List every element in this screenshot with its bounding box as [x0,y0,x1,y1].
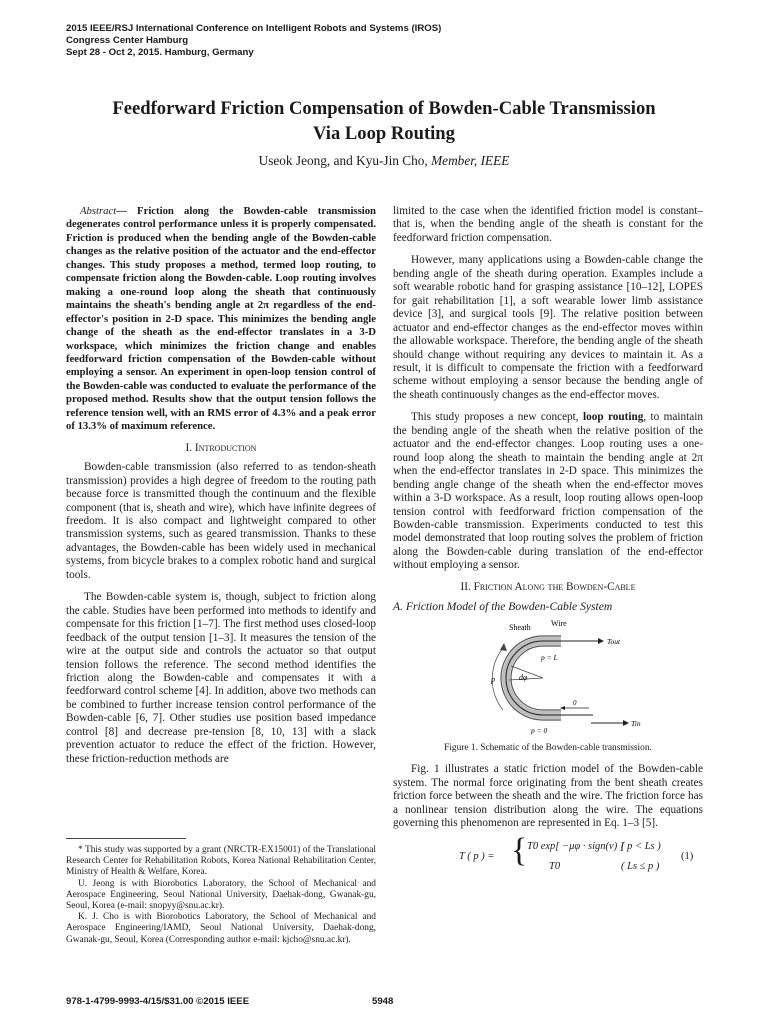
subsection-a-heading: A. Friction Model of the Bowden-Cable System [393,600,613,614]
section-2-heading [393,581,703,594]
conference-name: 2015 IEEE/RSJ International Conference on Intelligent Robots and Systems (IROS) [66,23,442,34]
bowden-cable-schematic [393,618,703,736]
paper-title [60,96,708,146]
title-line-2: Via Loop Routing [313,123,455,144]
footnote-rule [66,838,186,839]
equation-1 [393,832,703,880]
section-2-title: Friction Along the Bowden-Cable [473,580,636,593]
footer-page-number: 5948 [372,996,394,1007]
conference-header [66,23,441,59]
footnote-funding: * This study was supported by a grant (NRCTR-EX15001) of the Translational Research Center for Rehabilitation Robots, Korea National Rehabilitation Center, Ministry of Health & Welfare, Korea. [66,845,376,878]
label-dphi: dφ [519,672,528,682]
label-p-equals-0: p = 0 [531,725,548,735]
equation-condition-1: ( p < Ls ) [621,841,661,853]
intro-paragraph-2: The Bowden-cable system is, though, subject to friction along the cable. Studies have been performed into methods to identify and compensate for this friction [1–7]. The first method uses closed-loop feedback of the output tension [1–3]. It measures the tension of the wire at the output side and controls the actuator so that output tension follows the reference. The second method identifies the friction along the Bowden-cable and compensates it with a feedforward control scheme [4]. In addition, above two methods can be combined to further increase tension control performance of the Bowden-cable [6, 7]. Other studies use position based impedance control [8] and decrease pre-tension [8, 10, 13] with a slack prevention actuator to reduce the effect of the friction. However, these friction-reduction methods are [66,591,376,765]
right-paragraph-4: Fig. 1 illustrates a static friction model of the Bowden-cable system. The normal force originating from the bent sheath creates friction force between the sheath and the wire. The friction force has a nonlinear tension distribution along the wire. The equations governing this phenomenon are represented in Eq. 1–3 [5]. [393,763,703,829]
abstract [66,205,376,434]
abstract-body: — Friction along the Bowden-cable transmission degenerates control performance unless it is properly compensated. Friction is produced when the bending angle of the Bowden-cable changes as the relative position of the actuator and the end-effector changes. This study proposes a method, termed loop routing, to compensate friction along the Bowden-cable. Loop routing involves making a one-round loop along the sheath that continuously maintains the sheath's bending angle at 2π regardless of the end-effector's position in 2-D space. This minimizes the bending angle change of the sheath as the end-effector translates in a 3-D workspace, which minimizes the friction change and enables feedforward friction compensation of the Bowden-cable without employing a sensor. An experiment in open-loop tension control of the Bowden-cable was conducted to evaluate the performance of the proposed method. Results show that the output tension follows the reference tension well, with an RMS error of 4.3% and a peak error of 13.3% of maximum reference. [66,205,376,433]
figure-1 [393,618,703,736]
label-tout: Tout [607,636,621,646]
title-line-1: Feedforward Friction Compensation of Bowden-Cable Transmission [112,98,656,119]
equation-row-2: T0 [549,861,561,873]
right-paragraph-2: However, many applications using a Bowden-cable change the bending angle of the sheath during operation. Examples include a soft wearable robotic hand for grasping assistance [10–12], LOPES for gait rehabilitation [1], a soft wearable lower limb assistance device [3], and surgical tools [9]. The relative position between actuator and end-effector changes as the end-effector moves within the allowable workspace. Therefore, the bending angle of the sheath should change without requiring any devices to maintain it. As a result, it is difficult to compensate the friction with a feedforward scheme without employing a sensor because the bending angle of the sheath continuously changes as the end-effector moves. [393,254,703,401]
footer-copyright: 978-1-4799-9993-4/15/$31.00 ©2015 IEEE [66,996,250,1007]
keyword-loop-routing: loop routing [582,411,644,424]
right-paragraph-3-start: This study proposes a new concept, [411,411,583,424]
right-column [393,205,703,880]
equation-condition-2: ( Ls ≤ p ) [621,861,660,873]
label-p: p [491,674,495,684]
authors [60,153,708,169]
abstract-lead: Abstract [80,205,117,217]
label-p-equals-l: p = L [541,652,558,662]
label-sheath: Sheath [509,622,531,632]
figure-1-caption: Figure 1. Schematic of the Bowden-cable transmission. [444,742,652,753]
conference-venue: Congress Center Hamburg [66,35,189,46]
equation-row-1: T0 exp[ −μφ · sign(v) ] [527,841,624,853]
label-wire: Wire [551,618,567,628]
left-column [66,205,376,766]
conference-dates: Sept 28 - Oct 2, 2015. Hamburg, Germany [66,47,254,58]
tout-arrowhead [598,638,604,644]
footnotes [66,845,376,946]
section-1-heading [66,442,376,455]
section-1-title: Introduction [194,441,257,454]
equation-number: (1) [681,851,694,863]
section-2-number: II. [460,580,471,593]
right-paragraph-3-end: , to maintain the bending angle of the sheath when the relative position of the actuator and the end-effector changes. Loop routing uses a one-round loop along the sheath to maintain the bending angle at 2π when the end-effector translates in 2-D space. This minimizes the bending angle change of the sheath when the end-effector moves within a 3-D workspace. As a result, loop routing allows open-loop tension control with feedforward friction compensation of the Bowden-cable transmission. Experiments conducted to test this model demonstrated that loop routing solves the problem of friction along the Bowden-cable during translation of the end-effector without employing a sensor. [393,411,703,572]
equation-lhs: T ( p ) = [459,851,495,863]
footnote-author-2: K. J. Cho is with Biorobotics Laboratory, the School of Mechanical and Aerospace Engineering/IAMD, Seoul National University, Daehak-dong, Gwanak-gu, Seoul, Korea (Corresponding author e-mail: kjcho@snu.ac.kr). [66,912,376,945]
equation-brace: { [511,832,528,870]
footnote-author-1: U. Jeong is with Biorobotics Laboratory, the School of Mechanical and Aerospace Engineering, Seoul National University, Daehak-dong, Gwanak-gu, Seoul, Korea (e-mail: snopyy@snu.ac.kr). [66,878,376,912]
label-zero: 0 [573,698,577,707]
author-membership: Member, IEEE [427,153,510,168]
tin-arrowhead [623,720,629,726]
section-1-number: I. [185,441,193,454]
right-paragraph-3 [393,411,703,572]
right-paragraph-1: limited to the case when the identified friction model is constant–that is, when the bending angle of the sheath is constant for the feedforward friction compensation. [393,205,703,244]
author-names: Useok Jeong, and Kyu-Jin Cho, [258,153,428,168]
p-arrowhead [500,643,507,651]
label-tin: Tin [631,718,641,728]
intro-paragraph-1: Bowden-cable transmission (also referred to as tendon-sheath transmission) provides a high degree of freedom to the routing path because force is transmitted though the continuum and the flexible component (that is, sheath and wire), which have infinite degrees of freedom. It is also compact and lightweight compared to other transmission systems, such as geared transmission. Thanks to these advantages, the Bowden-cable has been widely used in mechanical systems, from bicycle brakes to a complex robotic hand and surgical tools. [66,461,376,581]
